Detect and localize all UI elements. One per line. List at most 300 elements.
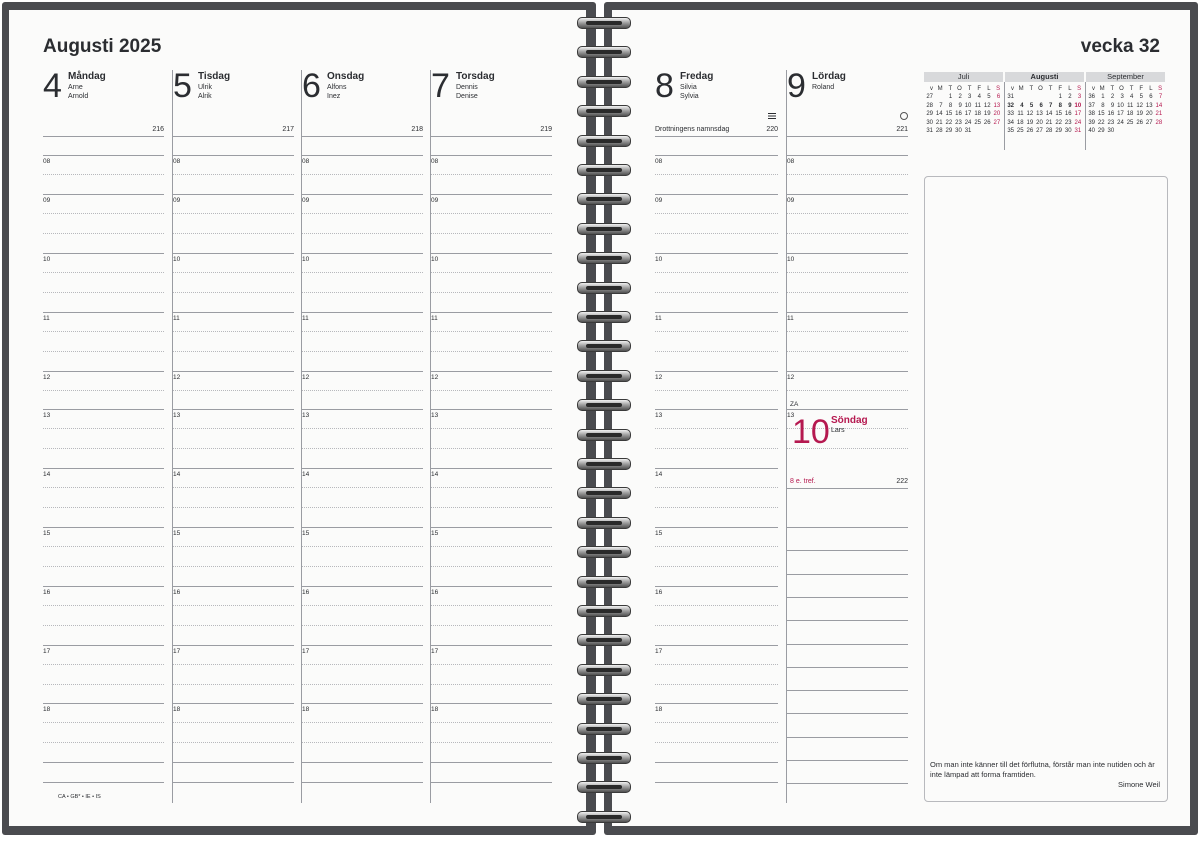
day-name-sondag: Söndag (831, 415, 868, 426)
hour-rule (431, 586, 552, 587)
half-hour-rule (787, 174, 908, 175)
day-of-year: 219 (540, 126, 552, 133)
half-hour-rule (302, 507, 423, 508)
half-hour-rule (43, 331, 164, 332)
half-hour-rule (655, 428, 778, 429)
date-cell: 21 (1045, 119, 1053, 126)
spiral-ring (577, 17, 631, 29)
half-hour-rule (302, 722, 423, 723)
hour-label: 12 (655, 374, 663, 381)
hour-label: 12 (431, 374, 439, 381)
date-cell: 3 (1077, 94, 1082, 101)
half-hour-rule (302, 566, 423, 567)
date-cell: 10 (1074, 102, 1082, 109)
week-number: 29 (926, 111, 933, 118)
evening-rule (431, 762, 552, 763)
hour-label: 16 (302, 589, 310, 596)
half-hour-rule (787, 292, 908, 293)
hour-rule (173, 409, 294, 410)
day-note: Drottningens namnsdag (655, 126, 730, 133)
date-cell: 28 (1045, 128, 1053, 134)
spiral-ring (577, 664, 631, 676)
spiral-ring (577, 517, 631, 529)
name-day-torsdag: Dennis Denise (456, 84, 478, 100)
week-number: 36 (1088, 94, 1095, 101)
hour-label: 13 (431, 412, 439, 419)
date-cell: 26 (1026, 128, 1034, 134)
weekday-label: v (1092, 86, 1095, 92)
half-hour-rule (431, 174, 552, 175)
hour-rule (302, 253, 423, 254)
date-cell: 24 (1117, 119, 1124, 126)
date-cell: 9 (1110, 102, 1115, 109)
half-hour-rule (173, 625, 294, 626)
hour-rule (655, 312, 778, 313)
half-hour-rule (302, 742, 423, 743)
half-hour-rule (173, 390, 294, 391)
date-cell: 1 (948, 94, 953, 101)
half-hour-rule (655, 292, 778, 293)
half-hour-rule (43, 233, 164, 234)
half-hour-rule (431, 428, 552, 429)
half-hour-rule (173, 233, 294, 234)
hour-rule (43, 527, 164, 528)
week-number: 30 (926, 119, 933, 126)
hour-label: 11 (43, 315, 50, 322)
hour-label: 18 (43, 706, 51, 713)
half-hour-rule (173, 684, 294, 685)
spiral-ring (577, 458, 631, 470)
day-divider (786, 70, 787, 803)
date-cell: 18 (1126, 111, 1134, 118)
weekday-label: T (1029, 86, 1034, 92)
half-hour-rule (302, 351, 423, 352)
day-of-year: 221 (896, 126, 908, 133)
spiral-ring (577, 105, 631, 117)
day-name-tisdag: Tisdag (198, 71, 231, 82)
day-name-torsdag: Torsdag (456, 71, 495, 82)
hour-label: 18 (173, 706, 181, 713)
day-divider (301, 70, 302, 803)
half-hour-rule (431, 390, 552, 391)
date-cell: 10 (1117, 102, 1124, 109)
date-cell: 25 (974, 119, 981, 126)
half-hour-rule (655, 351, 778, 352)
hour-label: 08 (173, 158, 181, 165)
hour-label: 12 (302, 374, 310, 381)
hour-label: 17 (431, 648, 439, 655)
hour-label: 11 (787, 315, 794, 322)
spiral-ring (577, 634, 631, 646)
mini-calendar-juli (924, 72, 1004, 152)
week-number: 31 (1007, 94, 1014, 101)
half-hour-rule (655, 507, 778, 508)
hour-label: 09 (787, 197, 795, 204)
half-hour-rule (43, 174, 164, 175)
date-cell: 18 (974, 111, 981, 118)
date-cell: 23 (955, 119, 962, 126)
hour-rule (787, 155, 908, 156)
half-hour-rule (431, 625, 552, 626)
hour-rule (173, 586, 294, 587)
hour-label: 17 (173, 648, 181, 655)
hour-label: 08 (302, 158, 310, 165)
week-number: 35 (1007, 128, 1014, 134)
half-hour-rule (431, 487, 552, 488)
spiral-ring (577, 193, 631, 205)
half-hour-rule (43, 292, 164, 293)
hour-rule (302, 155, 423, 156)
half-hour-rule (43, 213, 164, 214)
country-codes: CA • GB* • IE • IS (58, 794, 101, 800)
quote-text: Om man inte känner till det förflutna, förstår man inte nutiden och är inte lämpad att forma framtiden. (930, 760, 1155, 779)
half-hour-rule (173, 272, 294, 273)
half-hour-rule (655, 390, 778, 391)
hour-label: 09 (43, 197, 51, 204)
half-hour-rule (787, 351, 908, 352)
date-cell: 15 (1055, 111, 1062, 118)
weekday-label: M (937, 86, 943, 92)
date-cell: 23 (1064, 119, 1072, 126)
half-hour-rule (655, 546, 778, 547)
day-divider (172, 70, 173, 803)
date-cell: 14 (1045, 111, 1053, 118)
sunday-rule (787, 713, 908, 714)
hour-rule (655, 155, 778, 156)
hour-rule (43, 155, 164, 156)
date-cell: 4 (977, 94, 981, 101)
hour-rule (431, 253, 552, 254)
hour-rule (431, 312, 552, 313)
hour-rule (173, 371, 294, 372)
hour-rule (787, 194, 908, 195)
date-cell: 19 (1136, 111, 1143, 118)
date-cell: 15 (1097, 111, 1105, 118)
hour-label: 14 (655, 471, 663, 478)
half-hour-rule (173, 722, 294, 723)
notes-box[interactable] (924, 176, 1168, 802)
hour-label: 13 (655, 412, 663, 419)
half-hour-rule (43, 487, 164, 488)
half-hour-rule (173, 428, 294, 429)
hour-rule (302, 645, 423, 646)
sunday-rule (787, 667, 908, 668)
day-name-onsdag: Onsdag (327, 71, 365, 82)
mini-calendar-title: September (1107, 72, 1144, 81)
sunday-rule (787, 760, 908, 761)
half-hour-rule (43, 722, 164, 723)
date-cell: 11 (1127, 102, 1134, 109)
date-cell: 27 (1036, 128, 1043, 134)
weekday-label: M (1018, 86, 1024, 92)
hour-rule (431, 155, 552, 156)
spiral-ring (577, 429, 631, 441)
date-cell: 17 (1117, 111, 1124, 118)
half-hour-rule (655, 605, 778, 606)
hour-label: 18 (655, 706, 663, 713)
spiral-ring (577, 370, 631, 382)
name-day-tisdag: Ulrik Alrik (198, 84, 212, 100)
date-cell: 16 (1064, 111, 1072, 118)
date-cell: 22 (945, 119, 953, 126)
hour-rule (43, 312, 164, 313)
date-cell: 20 (1145, 111, 1153, 118)
mini-calendar-september (1086, 72, 1166, 152)
weekday-label: T (967, 86, 972, 92)
date-cell: 1 (1058, 94, 1062, 101)
name-day-onsdag: Alfons Inez (327, 84, 347, 100)
date-cell: 2 (958, 94, 962, 101)
day-divider (430, 70, 431, 803)
half-hour-rule (173, 566, 294, 567)
hour-label: 09 (431, 197, 439, 204)
hour-rule (43, 468, 164, 469)
hour-rule (787, 312, 908, 313)
spiral-ring (577, 46, 631, 58)
hour-label: 16 (173, 589, 181, 596)
half-hour-rule (302, 213, 423, 214)
flag-icon (768, 113, 776, 119)
hour-rule (655, 253, 778, 254)
day-name-lördag: Lördag (812, 71, 846, 82)
hour-label: 10 (173, 256, 181, 263)
quote-author: Simone Weil (1118, 780, 1160, 789)
half-hour-rule (302, 233, 423, 234)
half-hour-rule (173, 174, 294, 175)
week-number: 27 (926, 94, 933, 101)
hour-rule (431, 703, 552, 704)
hour-rule (302, 527, 423, 528)
day-of-year: 220 (766, 126, 778, 133)
spiral-ring (577, 223, 631, 235)
date-cell: 22 (1097, 119, 1105, 126)
date-cell: 27 (993, 119, 1001, 126)
saturday-end-rule (787, 409, 908, 410)
week-number: 37 (1088, 102, 1095, 109)
half-hour-rule (302, 546, 423, 547)
date-cell: 17 (1074, 111, 1082, 118)
day-of-year: 216 (152, 126, 164, 133)
hour-rule (173, 703, 294, 704)
half-hour-rule (43, 566, 164, 567)
half-hour-rule (302, 664, 423, 665)
half-hour-rule (173, 664, 294, 665)
mini-calendar-title: Juli (957, 72, 970, 81)
half-hour-rule (655, 742, 778, 743)
spiral-ring (577, 811, 631, 823)
date-cell: 11 (1017, 111, 1024, 118)
date-cell: 23 (1107, 119, 1115, 126)
weekday-label: L (987, 86, 991, 92)
mini-calendar-title: Augusti (1030, 72, 1059, 81)
hour-label: 11 (655, 315, 662, 322)
sunday-rule (787, 527, 908, 528)
name-day-sondag: Lars (831, 427, 845, 434)
half-hour-rule (431, 742, 552, 743)
sunday-rule (787, 644, 908, 645)
weekday-label: O (957, 86, 962, 92)
date-cell: 3 (1120, 94, 1124, 101)
date-cell: 8 (1058, 102, 1062, 109)
date-cell: 8 (1101, 102, 1105, 109)
half-hour-rule (655, 625, 778, 626)
name-day-måndag: Arne Arnold (68, 84, 89, 100)
date-cell: 17 (964, 111, 972, 118)
quote (930, 760, 1160, 790)
spiral-ring (577, 605, 631, 617)
hour-label: 15 (173, 530, 181, 537)
sunday-prefix: ZA (790, 401, 799, 408)
weekday-label: L (1149, 86, 1153, 92)
date-cell: 7 (1049, 102, 1053, 109)
date-cell: 25 (1126, 119, 1134, 126)
day-number-9: 9 (787, 67, 806, 105)
hour-label: 10 (302, 256, 310, 263)
half-hour-rule (431, 507, 552, 508)
hour-label: 12 (43, 374, 51, 381)
half-hour-rule (43, 546, 164, 547)
hour-rule (43, 253, 164, 254)
half-hour-rule (302, 684, 423, 685)
spiral-ring (577, 164, 631, 176)
weekday-label: S (1077, 86, 1082, 92)
date-cell: 26 (1136, 119, 1143, 126)
half-hour-rule (655, 174, 778, 175)
sunday-rule (787, 620, 908, 621)
half-hour-rule (655, 664, 778, 665)
half-hour-rule (43, 390, 164, 391)
hour-rule (173, 527, 294, 528)
weekday-label: T (1129, 86, 1134, 92)
half-hour-rule (173, 487, 294, 488)
half-hour-rule (431, 722, 552, 723)
half-hour-rule (431, 546, 552, 547)
half-hour-rule (173, 507, 294, 508)
spiral-ring (577, 76, 631, 88)
half-hour-rule (655, 272, 778, 273)
date-cell: 12 (1136, 102, 1143, 109)
half-hour-rule (655, 487, 778, 488)
date-cell: 9 (1068, 102, 1072, 109)
spiral-ring (577, 252, 631, 264)
date-cell: 21 (1155, 111, 1163, 118)
date-cell: 28 (1155, 119, 1163, 126)
half-hour-rule (43, 684, 164, 685)
hour-rule (43, 194, 164, 195)
spiral-ring (577, 487, 631, 499)
hour-label: 11 (173, 315, 180, 322)
hour-label: 15 (431, 530, 439, 537)
hour-rule (431, 468, 552, 469)
half-hour-rule (173, 605, 294, 606)
date-cell: 6 (1039, 102, 1043, 109)
weekday-label: O (1038, 86, 1043, 92)
sunday-header-rule (787, 488, 908, 489)
sunday-note: 8 e. tref. (790, 478, 816, 485)
hour-label: 11 (431, 315, 438, 322)
hour-rule (655, 645, 778, 646)
hour-label: 15 (43, 530, 51, 537)
half-hour-rule (655, 331, 778, 332)
hour-label: 18 (431, 706, 439, 713)
hour-rule (173, 312, 294, 313)
half-hour-rule (431, 566, 552, 567)
hour-rule (302, 409, 423, 410)
name-day-lördag: Roland (812, 84, 835, 91)
date-cell: 30 (955, 128, 962, 134)
date-cell: 19 (983, 111, 991, 118)
evening-rule (43, 782, 164, 783)
hour-label: 10 (787, 256, 795, 263)
weekday-label: T (1110, 86, 1115, 92)
hour-rule (655, 194, 778, 195)
sunday-rule (787, 550, 908, 551)
spiral-ring (577, 135, 631, 147)
date-cell: 4 (1020, 102, 1024, 109)
date-cell: 16 (955, 111, 962, 118)
hour-label: 18 (302, 706, 310, 713)
half-hour-rule (655, 722, 778, 723)
week-number: 32 (1007, 102, 1014, 109)
hour-rule (302, 194, 423, 195)
hour-label: 15 (655, 530, 663, 537)
half-hour-rule (43, 625, 164, 626)
spiral-ring (577, 752, 631, 764)
spiral-ring (577, 311, 631, 323)
date-cell: 29 (1097, 128, 1105, 134)
hour-label: 14 (43, 471, 51, 478)
hour-label: 10 (43, 256, 51, 263)
half-hour-rule (655, 233, 778, 234)
day-number-4: 4 (43, 67, 62, 105)
week-title: vecka 32 (1080, 36, 1160, 57)
date-cell: 8 (948, 102, 953, 109)
hour-rule (43, 645, 164, 646)
half-hour-rule (302, 331, 423, 332)
date-cell: 28 (935, 128, 943, 134)
half-hour-rule (655, 566, 778, 567)
hour-rule (302, 468, 423, 469)
weekday-label: v (1011, 86, 1014, 92)
hour-label: 08 (43, 158, 51, 165)
hour-rule (173, 155, 294, 156)
hour-rule (302, 703, 423, 704)
sunday-rule (787, 783, 908, 784)
hour-rule (302, 371, 423, 372)
hour-label: 12 (173, 374, 181, 381)
date-cell: 5 (1139, 94, 1143, 101)
weekday-label: M (1099, 86, 1105, 92)
date-cell: 30 (1107, 128, 1115, 134)
half-hour-rule (173, 331, 294, 332)
half-hour-rule (173, 351, 294, 352)
date-cell: 12 (1026, 111, 1034, 118)
evening-rule (655, 782, 778, 783)
half-hour-rule (43, 742, 164, 743)
date-cell: 9 (958, 102, 962, 109)
date-cell: 2 (1068, 94, 1072, 101)
date-cell: 3 (968, 94, 972, 101)
date-cell: 31 (1074, 128, 1082, 134)
half-hour-rule (43, 428, 164, 429)
spiral-ring (577, 781, 631, 793)
half-hour-rule (302, 428, 423, 429)
half-hour-rule (431, 605, 552, 606)
weekday-label: L (1068, 86, 1072, 92)
spiral-ring (577, 546, 631, 558)
hour-rule (431, 194, 552, 195)
date-cell: 5 (1029, 102, 1034, 109)
